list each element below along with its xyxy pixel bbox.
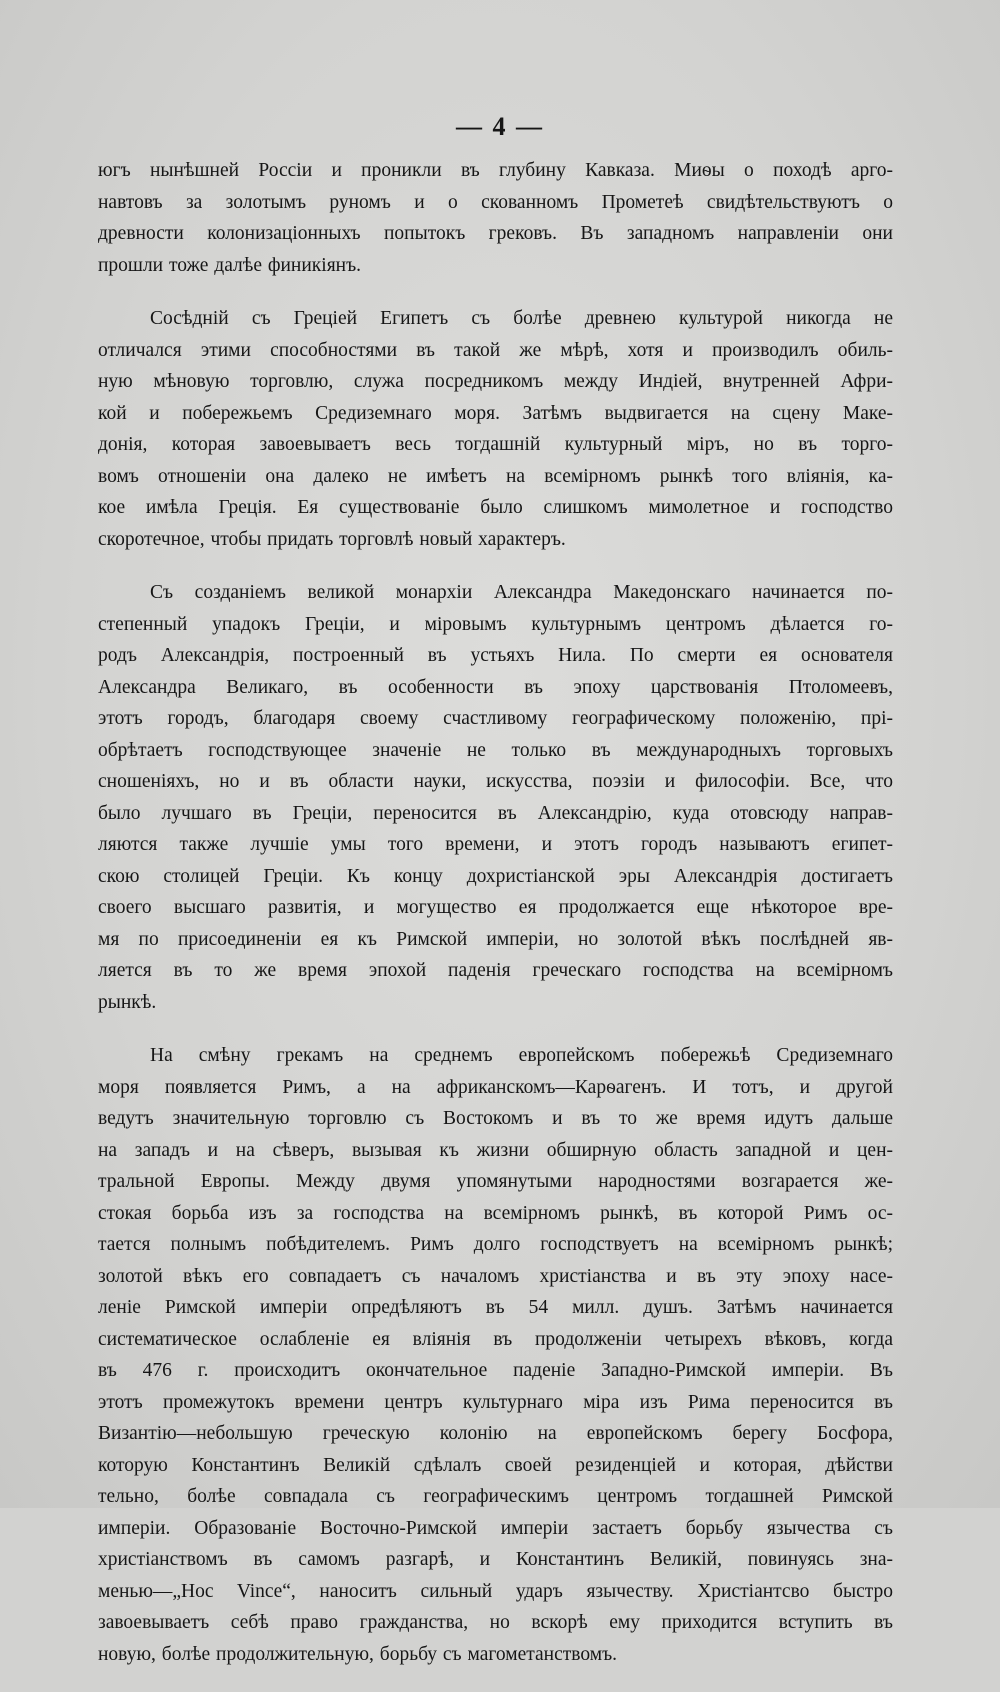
text-line: своего высшаго развитія, и могущество ея продолжается еще нѣкоторое вре- — [98, 897, 893, 918]
text-line: отличался этими способностями въ такой же мѣрѣ, хотя и производилъ обиль- — [98, 339, 893, 361]
text-line: мя по присоединеніи ея къ Римской имперіи, но золотой вѣкъ послѣдней яв- — [98, 928, 893, 950]
text-line: леніе Римской имперіи опредѣляютъ въ 54 милл. душъ. Затѣмъ начинается — [98, 1297, 893, 1318]
text-line: югъ нынѣшней Россіи и проникли въ глубину Кавказа. Миѳы о походѣ арго- — [98, 160, 893, 181]
text-line: Александра Великаго, въ особенности въ эпоху царствованія Птоломеевъ, — [98, 676, 893, 698]
page-number: — 4 — — [456, 112, 544, 141]
text-line: донія, которая завоевываетъ весь тогдашній культурный міръ, но въ торго- — [98, 434, 893, 455]
text-line: завоевываетъ себѣ право гражданства, но вскорѣ ему приходится вступить въ — [98, 1612, 893, 1633]
text-line: золотой вѣкъ его совпадаетъ съ началомъ христіанства и въ эту эпоху насе- — [98, 1265, 893, 1287]
text-line: тельно, болѣе совпадала съ географическимъ центромъ тогдашней Римской — [98, 1486, 893, 1507]
text-line: рынкѣ. — [98, 991, 157, 1013]
text-line: ляется въ то же время эпохой паденія греческаго господства на всемірномъ — [98, 960, 893, 981]
text-line: сношеніяхъ, но и въ области науки, искусства, поэзіи и философіи. Все, что — [98, 771, 893, 792]
text-line: прошли тоже далѣе финикіянъ. — [98, 254, 362, 276]
text-line: новую, болѣе продолжительную, борьбу съ магометанствомъ. — [98, 1643, 618, 1665]
text-line: менью—„Hoc Vince“, наноситъ сильный ударъ язычеству. Христіантсво быстро — [98, 1580, 893, 1602]
text-line: этотъ промежутокъ времени центръ культурнаго міра изъ Рима переносится въ — [98, 1391, 893, 1413]
text-line: на западъ и на сѣверъ, вызывая къ жизни обширную область западной и цен- — [98, 1139, 893, 1161]
text-line: этотъ городъ, благодаря своему счастливому географическому положенію, прі- — [98, 708, 893, 729]
text-line: кое имѣла Греція. Ея существованіе было слишкомъ мимолетное и господство — [98, 497, 893, 518]
text-line: ведутъ значительную торговлю съ Востокомъ и въ то же время идутъ дальше — [98, 1108, 893, 1129]
text-line: стокая борьба изъ за господства на всемірномъ рынкѣ, въ которой Римъ ос- — [98, 1202, 893, 1224]
text-line: ную мѣновую торговлю, служа посредникомъ между Индіей, внутренней Афри- — [98, 371, 893, 392]
text-line: моря появляется Римъ, а на африканскомъ—Карѳагенъ. И тотъ, и другой — [98, 1076, 893, 1098]
text-line: скою столицей Греціи. Къ концу дохристіанской эры Александрія достигаетъ — [98, 865, 893, 887]
text-line: тается полнымъ побѣдителемъ. Римъ долго господствуетъ на всемірномъ рынкѣ; — [98, 1234, 893, 1255]
text-line: скоротечное, чтобы придать торговлѣ новый характеръ. — [98, 528, 566, 550]
text-line: степенный упадокъ Греціи, и міровымъ культурнымъ центромъ дѣлается го- — [98, 613, 893, 635]
text-line: древности колонизаціонныхъ попытокъ грековъ. Въ западномъ направленіи они — [98, 223, 893, 244]
text-line: обрѣтаетъ господствующее значеніе не только въ международныхъ торговыхъ — [98, 739, 893, 761]
text-line: христіанствомъ въ самомъ разгарѣ, и Константинъ Великій, повинуясь зна- — [98, 1549, 893, 1570]
text-line: въ 476 г. происходитъ окончательное паденіе Западно-Римской имперіи. Въ — [98, 1360, 893, 1381]
text-line: которую Константинъ Великій сдѣлалъ своей резиденціей и которая, дѣйстви — [98, 1454, 893, 1476]
text-line: имперіи. Образованіе Восточно-Римской имперіи застаетъ борьбу язычества съ — [98, 1517, 893, 1539]
body-text — [98, 155, 893, 1692]
text-line: вомъ отношеніи она далеко не имѣетъ на всемірномъ рынкѣ того вліянія, ка- — [98, 465, 893, 487]
text-line: было лучшаго въ Греціи, переносится въ Александрію, куда отовсюду направ- — [98, 802, 893, 824]
paragraph-3 — [98, 577, 893, 1018]
paragraph-4 — [98, 1040, 893, 1670]
text-line: систематическое ослабленіе ея вліянія въ продолженіи четырехъ вѣковъ, когда — [98, 1328, 893, 1350]
paragraph-1 — [98, 155, 893, 281]
text-line: ляются также лучшіе умы того времени, и этотъ городъ называютъ египет- — [98, 834, 893, 855]
text-line: кой и побережьемъ Средиземнаго моря. Затѣмъ выдвигается на сцену Маке- — [98, 402, 893, 424]
text-line: Съ созданіемъ великой монархіи Александра Македонскаго начинается по- — [150, 582, 893, 603]
text-line: тральной Европы. Между двумя упомянутыми народностями возгарается же- — [98, 1171, 893, 1192]
text-line: Византію—небольшую греческую колонію на европейскомъ берегу Босфора, — [98, 1423, 893, 1444]
paragraph-2 — [98, 303, 893, 555]
text-line: На смѣну грекамъ на среднемъ европейскомъ побережьѣ Средиземнаго — [150, 1045, 893, 1066]
text-line: родъ Александрія, построенный въ устьяхъ Нила. По смерти ея основателя — [98, 645, 893, 666]
text-line: навтовъ за золотымъ руномъ и о скованномъ Прометеѣ свидѣтельствуютъ о — [98, 191, 893, 213]
text-line: Сосѣдній съ Греціей Египетъ съ болѣе древнею культурой никогда не — [150, 308, 893, 329]
